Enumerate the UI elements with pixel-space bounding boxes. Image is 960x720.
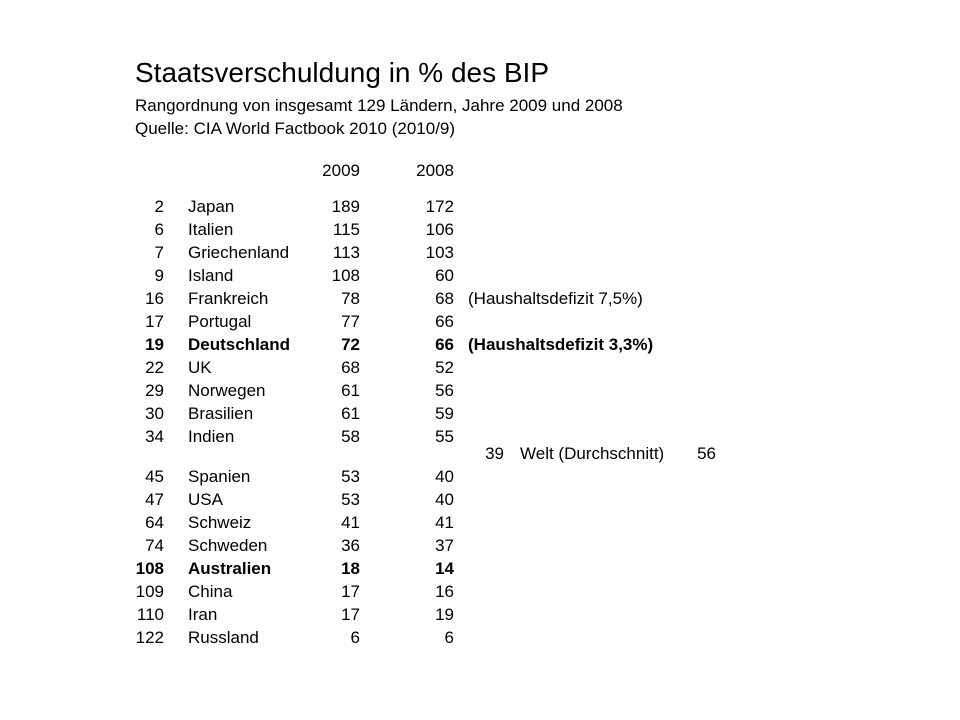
value-2009-cell: 189 xyxy=(331,197,360,216)
value-2009-cell: 61 xyxy=(341,404,360,423)
note-cell: (Haushaltsdefizit 3,3%) xyxy=(468,335,654,354)
country-cell: Norwegen xyxy=(188,381,266,400)
country-cell: UK xyxy=(188,358,212,377)
table-row xyxy=(0,264,960,287)
rank-cell: 2 xyxy=(154,197,164,216)
world-rank: 39 xyxy=(485,444,504,463)
country-cell: Indien xyxy=(188,427,235,446)
country-cell: Griechenland xyxy=(188,243,290,262)
table-row xyxy=(0,218,960,241)
country-cell: Portugal xyxy=(188,312,252,331)
value-2009-cell: 6 xyxy=(350,628,360,647)
value-2008-cell: 172 xyxy=(425,197,454,216)
country-cell: Schweiz xyxy=(188,513,252,532)
rank-cell: 64 xyxy=(145,513,164,532)
table-row xyxy=(0,241,960,264)
rank-cell: 17 xyxy=(145,312,164,331)
value-2009-cell: 61 xyxy=(341,381,360,400)
value-2008-cell: 14 xyxy=(435,559,454,578)
table-row xyxy=(0,379,960,402)
value-2009-cell: 108 xyxy=(331,266,360,285)
rank-cell: 109 xyxy=(135,582,164,601)
value-2009-cell: 17 xyxy=(341,582,360,601)
value-2008-cell: 56 xyxy=(435,381,454,400)
world-value: 56 xyxy=(697,444,716,463)
country-cell: Australien xyxy=(188,559,272,578)
table-row xyxy=(0,580,960,603)
value-2009-cell: 77 xyxy=(341,312,360,331)
source-line: Quelle: CIA World Factbook 2010 (2010/9) xyxy=(135,119,456,138)
table-row xyxy=(0,488,960,511)
value-2009-cell: 68 xyxy=(341,358,360,377)
value-2009-cell: 53 xyxy=(341,490,360,509)
rank-cell: 30 xyxy=(145,404,164,423)
value-2009-cell: 17 xyxy=(341,605,360,624)
country-cell: Brasilien xyxy=(188,404,254,423)
value-2009-cell: 115 xyxy=(332,220,360,239)
rank-cell: 7 xyxy=(154,243,164,262)
country-cell: USA xyxy=(188,490,223,509)
table-row xyxy=(0,333,960,356)
table-row xyxy=(0,310,960,333)
table-row xyxy=(0,603,960,626)
table-row xyxy=(0,195,960,218)
rank-cell: 74 xyxy=(145,536,164,555)
rank-cell: 45 xyxy=(145,467,164,486)
world-average-row xyxy=(0,442,960,465)
country-cell: Italien xyxy=(188,220,234,239)
table-row xyxy=(0,534,960,557)
table-row xyxy=(0,287,960,310)
page-title: Staatsverschuldung in % des BIP xyxy=(135,57,550,88)
value-2008-cell: 59 xyxy=(435,404,454,423)
value-2008-cell: 66 xyxy=(435,312,454,331)
table-row xyxy=(0,626,960,649)
value-2009-cell: 78 xyxy=(341,289,360,308)
value-2008-cell: 16 xyxy=(435,582,454,601)
value-2008-cell: 6 xyxy=(444,628,454,647)
rank-cell: 16 xyxy=(145,289,164,308)
note-cell: (Haushaltsdefizit 7,5%) xyxy=(468,289,643,308)
rank-cell: 22 xyxy=(145,358,164,377)
country-cell: Russland xyxy=(188,628,259,647)
value-2009-cell: 58 xyxy=(341,427,360,446)
country-cell: Japan xyxy=(188,197,235,216)
value-2009-cell: 18 xyxy=(341,559,360,578)
value-2008-cell: 52 xyxy=(435,358,454,377)
rank-cell: 19 xyxy=(145,335,164,354)
value-2008-cell: 40 xyxy=(435,490,454,509)
table-row xyxy=(0,511,960,534)
column-header-2008: 2008 xyxy=(416,161,454,180)
value-2009-cell: 36 xyxy=(341,536,360,555)
country-cell: China xyxy=(188,582,233,601)
value-2008-cell: 106 xyxy=(425,220,454,239)
table-row xyxy=(0,356,960,379)
rank-cell: 9 xyxy=(154,266,164,285)
table-row xyxy=(0,402,960,425)
value-2009-cell: 53 xyxy=(341,467,360,486)
value-2008-cell: 66 xyxy=(435,335,454,354)
rank-cell: 110 xyxy=(136,605,164,624)
rank-cell: 122 xyxy=(135,628,164,647)
value-2008-cell: 19 xyxy=(435,605,454,624)
value-2009-cell: 113 xyxy=(332,243,360,262)
value-2008-cell: 60 xyxy=(435,266,454,285)
value-2008-cell: 68 xyxy=(435,289,454,308)
rank-cell: 29 xyxy=(145,381,164,400)
country-cell: Iran xyxy=(188,605,218,624)
value-2008-cell: 103 xyxy=(425,243,454,262)
rank-cell: 34 xyxy=(145,427,164,446)
country-cell: Spanien xyxy=(188,467,251,486)
value-2008-cell: 37 xyxy=(435,536,454,555)
value-2008-cell: 55 xyxy=(435,427,454,446)
country-cell: Schweden xyxy=(188,536,268,555)
country-cell: Frankreich xyxy=(188,289,269,308)
value-2008-cell: 41 xyxy=(435,513,454,532)
country-cell: Deutschland xyxy=(188,335,291,354)
country-cell: Island xyxy=(188,266,234,285)
value-2009-cell: 41 xyxy=(341,513,360,532)
table-row xyxy=(0,557,960,580)
page-subtitle: Rangordnung von insgesamt 129 Ländern, Jahre 2009 und 2008 xyxy=(135,96,623,115)
rank-cell: 6 xyxy=(154,220,164,239)
rank-cell: 108 xyxy=(135,559,164,578)
world-label: Welt (Durchschnitt) xyxy=(520,444,665,463)
column-header-2009: 2009 xyxy=(322,161,360,180)
rank-cell: 47 xyxy=(145,490,164,509)
table-row xyxy=(0,465,960,488)
value-2009-cell: 72 xyxy=(341,335,360,354)
value-2008-cell: 40 xyxy=(435,467,454,486)
